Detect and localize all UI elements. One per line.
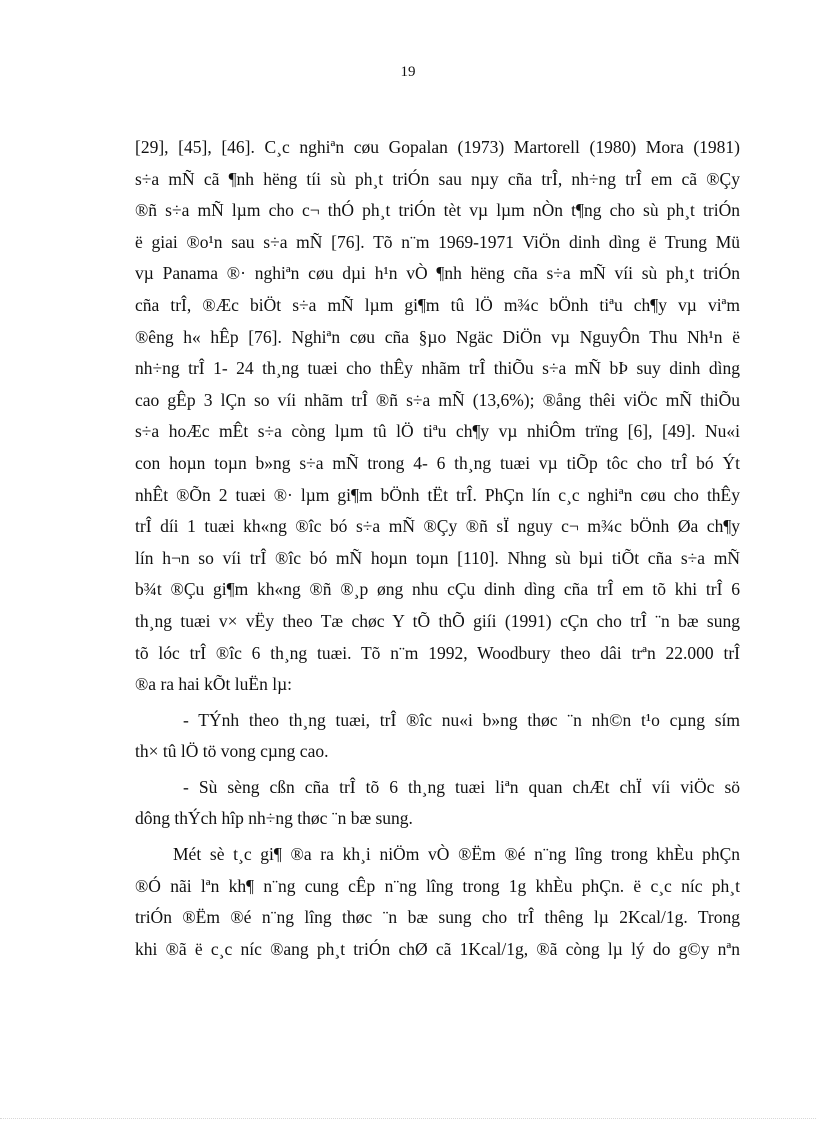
text-line: lín h¬n so víi trÎ ®îc bó mÑ hoµn toµn [110]. Nhng sù bµi tiÕt cña s÷a mÑ (135, 547, 740, 568)
text-line: s÷a mÑ cã ¶nh hëng tíi sù ph¸t triÓn sau nµy cña trÎ, nh÷ng trÎ em cã ®Çy (135, 168, 740, 189)
text-line: b¾t ®Çu gi¶m kh«ng ®ñ ®¸p øng nhu cÇu dinh dìng cña trÎ em tõ khi trÎ 6 (135, 579, 740, 600)
text-line: ®ñ s÷a mÑ lµm cho c¬ thÓ ph¸t triÓn tèt vµ lµm nÒn t¶ng cho sù ph¸t triÓn (135, 200, 740, 221)
text-line: ®êng h« hÊp [76]. Nghiªn cøu cña §µo Ngäc DiÖn vµ NguyÔn Thu Nh¹n ë (135, 326, 740, 347)
text-line: dông thÝch hîp nh÷ng thøc ¨n bæ sung. (135, 808, 413, 829)
text-line: triÓn ®Ëm ®é n¨ng lîng thøc ¨n bæ sung cho trÎ thêng lµ 2Kcal/1g. Trong (135, 907, 740, 928)
text-line: con hoµn toµn b»ng s÷a mÑ trong 4- 6 th¸ng tuæi vµ tiÕp tôc cho trÎ bó Ýt (135, 452, 740, 473)
body-text (135, 132, 740, 965)
text-line: th× tû lÖ tö vong cµng cao. (135, 741, 329, 762)
text-line: [29], [45], [46]. C¸c nghiªn cøu Gopalan (1973) Martorell (1980) Mora (1981) (135, 137, 740, 157)
text-line: cña trÎ, ®Æc biÖt s÷a mÑ lµm gi¶m tû lÖ m¾c bÖnh tiªu ch¶y vµ viªm (135, 294, 740, 315)
text-line: th¸ng tuæi v× vËy theo Tæ chøc Y tÕ thÕ giíi (1991) cÇn cho trÎ ¨n bæ sung (135, 610, 740, 631)
page-number: 19 (400, 64, 416, 80)
text-line: nhÊt ®Õn 2 tuæi ®· lµm gi¶m bÖnh tËt trÎ. PhÇn lín c¸c nghiªn cøu cho thÊy (135, 484, 740, 505)
text-line: ë giai ®o¹n sau s÷a mÑ [76]. Tõ n¨m 1969-1971 ViÖn dinh dìng ë Trung Mü (135, 231, 740, 252)
text-line: trÎ díi 1 tuæi kh«ng ®îc bó s÷a mÑ ®Çy ®ñ sÏ nguy c¬ m¾c bÖnh Øa ch¶y (135, 516, 740, 537)
text-line: vµ Panama ®· nghiªn cøu dµi h¹n vÒ ¶nh hëng cña s÷a mÑ víi sù ph¸t triÓn (135, 263, 740, 284)
text-line: cao gÊp 3 lÇn so víi nhãm trÎ ®ñ s÷a mÑ (13,6%); ®ång thêi viÖc mÑ thiÕu (135, 389, 740, 410)
text-line: nh÷ng trÎ 1- 24 th¸ng tuæi cho thÊy nhãm trÎ thiÕu s÷a mÑ bÞ suy dinh dìng (135, 358, 740, 379)
page-bottom-rule (0, 1118, 816, 1119)
text-line: ®a ra hai kÕt luËn lµ: (135, 674, 293, 695)
text-line: ®Ó nãi lªn kh¶ n¨ng cung cÊp n¨ng lîng trong 1g khÈu phÇn. ë c¸c níc ph¸t (135, 875, 740, 896)
text-line: khi ®ã ë c¸c níc ®ang ph¸t triÓn chØ cã 1Kcal/1g, ®ã còng lµ lý do g©y nªn (135, 938, 740, 959)
text-line: s÷a hoÆc mÊt s÷a còng lµm tû lÖ tiªu ch¶y vµ nhiÔm trïng [6], [49]. Nu«i (135, 421, 740, 442)
bullet-line: - TÝnh theo th¸ng tuæi, trÎ ®îc nu«i b»ng thøc ¨n nh©n t¹o cµng sím (183, 709, 740, 730)
text-line: tõ lóc trÎ ®îc 6 th¸ng tuæi. Tõ n¨m 1992, Woodbury theo dâi trªn 22.000 trÎ (135, 642, 740, 663)
paragraph-start-line: Mét sè t¸c gi¶ ®a ra kh¸i niÖm vÒ ®Ëm ®é n¨ng lîng trong khÈu phÇn (173, 844, 740, 865)
bullet-line: - Sù sèng cßn cña trÎ tõ 6 th¸ng tuæi liªn quan chÆt chÏ víi viÖc sö (183, 776, 740, 797)
